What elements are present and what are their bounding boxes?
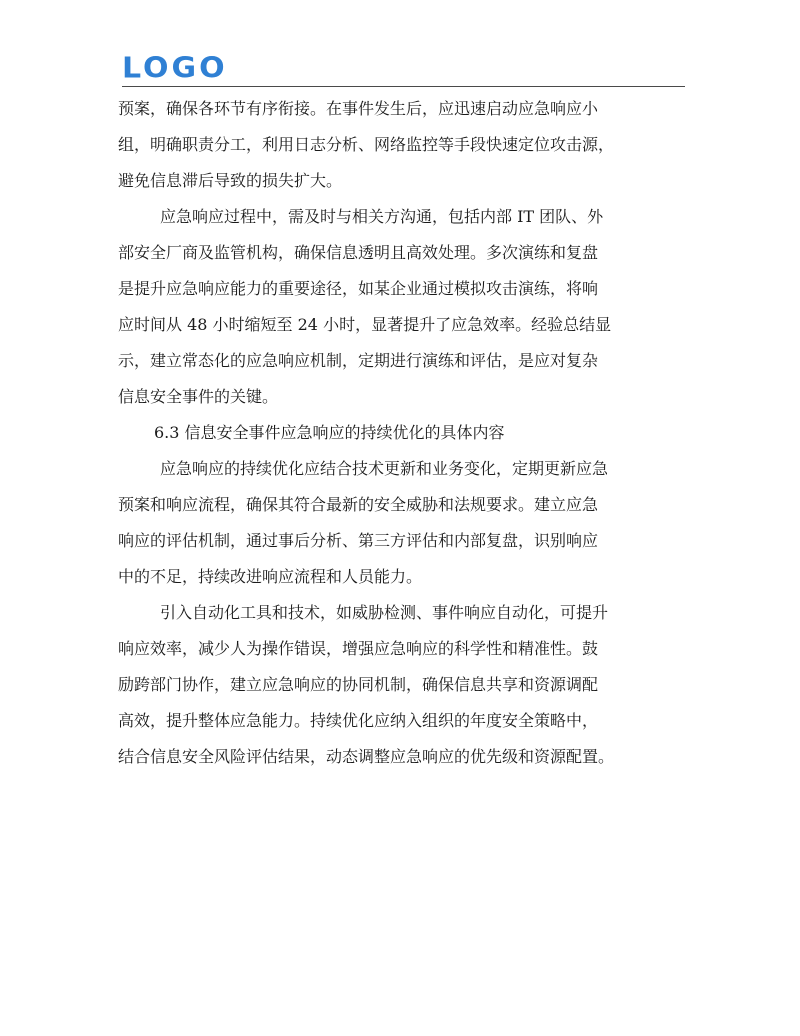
- text-line: 应时间从 48 小时缩短至 24 小时，显著提升了应急效率。经验总结显: [118, 315, 612, 334]
- text-line: 预案，确保各环节有序衔接。在事件发生后，应迅速启动应急响应小: [118, 99, 599, 118]
- section-heading: 6.3 信息安全事件应急响应的持续优化的具体内容: [154, 423, 505, 442]
- header-divider: [122, 86, 685, 87]
- text-line: 部安全厂商及监管机构，确保信息透明且高效处理。多次演练和复盘: [118, 243, 599, 262]
- text-line: 结合信息安全风险评估结果，动态调整应急响应的优先级和资源配置。: [118, 747, 615, 766]
- text-line: 组，明确职责分工，利用日志分析、网络监控等手段快速定位攻击源，: [118, 135, 615, 154]
- text-line: 避免信息滞后导致的损失扩大。: [118, 171, 343, 190]
- text-line: 是提升应急响应能力的重要途径，如某企业通过模拟攻击演练，将响: [118, 279, 599, 298]
- text-line: 响应的评估机制，通过事后分析、第三方评估和内部复盘，识别响应: [118, 531, 599, 550]
- document-body: [118, 91, 698, 775]
- paragraph-first-line: 引入自动化工具和技术，如威胁检测、事件响应自动化，可提升: [160, 603, 609, 622]
- text-line: 高效，提升整体应急能力。持续优化应纳入组织的年度安全策略中，: [118, 711, 599, 730]
- page-header: [122, 52, 685, 88]
- text-line: 信息安全事件的关键。: [118, 387, 279, 406]
- logo: LOGO: [122, 51, 228, 86]
- text-line: 响应效率，减少人为操作错误，增强应急响应的科学性和精准性。鼓: [118, 639, 599, 658]
- text-line: 中的不足，持续改进响应流程和人员能力。: [118, 567, 423, 586]
- text-line: 预案和响应流程，确保其符合最新的安全威胁和法规要求。建立应急: [118, 495, 599, 514]
- text-line: 示，建立常态化的应急响应机制，定期进行演练和评估，是应对复杂: [118, 351, 599, 370]
- paragraph-first-line: 应急响应过程中，需及时与相关方沟通，包括内部 IT 团队、外: [160, 207, 604, 226]
- text-line: 励跨部门协作，建立应急响应的协同机制，确保信息共享和资源调配: [118, 675, 599, 694]
- paragraph-first-line: 应急响应的持续优化应结合技术更新和业务变化，定期更新应急: [160, 459, 609, 478]
